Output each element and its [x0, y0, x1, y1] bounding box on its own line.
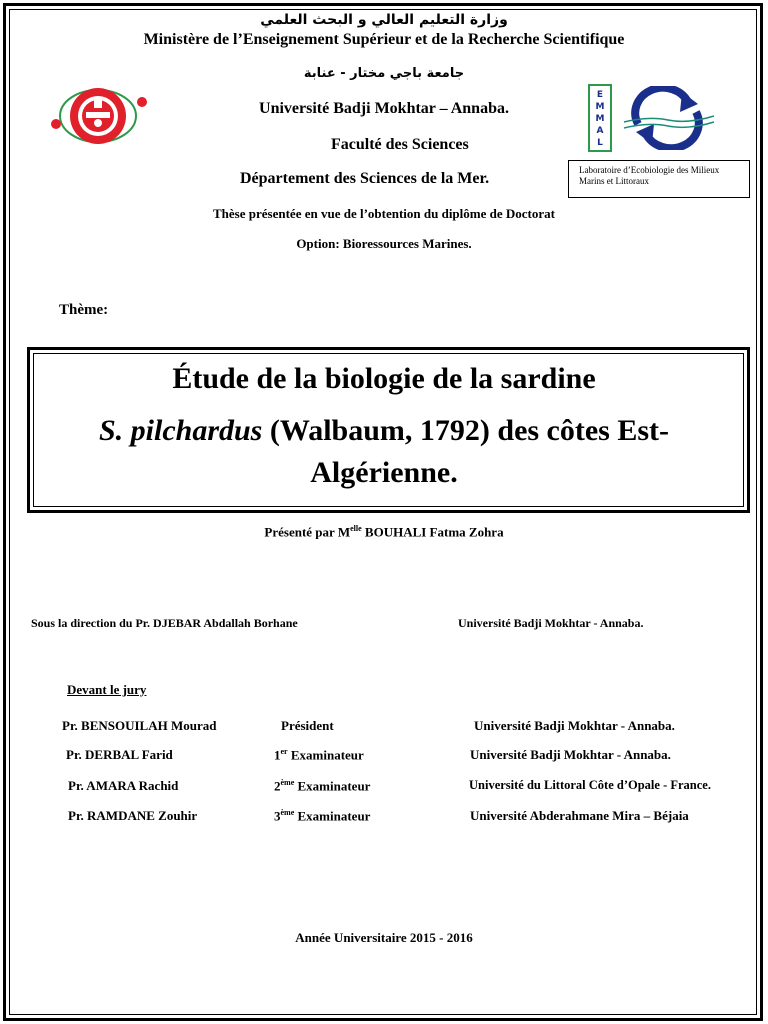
- ministry-arabic: وزارة التعليم العالي و البحث العلمي: [260, 12, 508, 28]
- lab-cycle-icon: [618, 86, 718, 150]
- theme-label: Thème:: [59, 302, 109, 318]
- supervisor-university: Université Badji Mokhtar - Annaba.: [458, 616, 644, 630]
- jury-member-university: Université Badji Mokhtar - Annaba.: [470, 747, 671, 762]
- role-number: 2: [274, 778, 281, 794]
- jury-row: [0, 747, 768, 765]
- role-sup: er: [280, 747, 288, 756]
- role-sup: ème: [280, 808, 295, 817]
- presenter-name: BOUHALI Fatma Zohra: [361, 524, 504, 540]
- academic-year: Année Universitaire 2015 - 2016: [295, 930, 473, 945]
- option: Option: Bioressources Marines.: [296, 236, 472, 251]
- jury-heading: Devant le jury: [67, 682, 147, 697]
- lab-name-box: [568, 160, 750, 198]
- university-french: Université Badji Mokhtar – Annaba.: [259, 100, 509, 117]
- thesis-purpose: Thèse présentée en vue de l’obtention du diplôme de Doctorat: [213, 206, 555, 221]
- jury-member-role: [274, 747, 364, 763]
- species-name: S. pilchardus: [98, 414, 263, 447]
- title-line-2: [0, 414, 768, 448]
- role-number: 3: [274, 808, 281, 824]
- emmal-letter: M: [595, 102, 605, 112]
- jury-row: [0, 718, 768, 736]
- role-text: Examinateur: [287, 747, 364, 763]
- jury-member-university: Université du Littoral Côte d’Opale - France.: [469, 778, 711, 792]
- title-line-3: Algérienne.: [310, 456, 458, 489]
- jury-member-role: Président: [281, 718, 334, 733]
- supervisor: Sous la direction du Pr. DJEBAR Abdallah Borhane: [31, 616, 298, 630]
- lab-name-line1: Laboratoire d’Ecobiologie des Milieux: [579, 165, 720, 175]
- jury-member-role: [274, 778, 370, 794]
- title-line-1: Étude de la biologie de la sardine: [172, 362, 596, 395]
- lab-name-line2: Marins et Littoraux: [579, 176, 649, 186]
- emmal-letter: A: [596, 126, 604, 136]
- university-arabic: جامعة باجي مختار - عنابة: [303, 66, 465, 81]
- emmal-letter: M: [595, 114, 605, 124]
- ministry-french: Ministère de l’Enseignement Supérieur et de la Recherche Scientifique: [143, 31, 625, 48]
- title-line-2-rest: (Walbaum, 1792) des côtes Est-: [262, 414, 670, 447]
- role-number: 1: [274, 747, 281, 763]
- jury-member-name: Pr. RAMDANE Zouhir: [68, 808, 198, 823]
- emmal-letter: L: [597, 138, 603, 148]
- faculty: Faculté des Sciences: [331, 136, 469, 153]
- jury-member-name: Pr. AMARA Rachid: [68, 778, 179, 793]
- jury-member-university: Université Abderahmane Mira – Béjaia: [470, 808, 689, 823]
- jury-row: [0, 778, 768, 796]
- presenter: [0, 524, 768, 540]
- role-text: Examinateur: [294, 778, 371, 794]
- jury-member-name: Pr. BENSOUILAH Mourad: [62, 718, 217, 733]
- jury-member-university: Université Badji Mokhtar - Annaba.: [474, 718, 675, 733]
- presenter-title-sup: elle: [350, 524, 362, 533]
- jury-member-name: Pr. DERBAL Farid: [66, 747, 173, 762]
- presenter-prefix: Présenté par M: [264, 524, 351, 540]
- jury-member-role: [274, 808, 370, 824]
- emmal-letter: E: [596, 90, 604, 100]
- jury-row: [0, 808, 768, 826]
- department: Département des Sciences de la Mer.: [240, 170, 490, 187]
- emmal-logo: [588, 84, 612, 152]
- role-sup: ème: [280, 778, 295, 787]
- role-text: Examinateur: [294, 808, 371, 824]
